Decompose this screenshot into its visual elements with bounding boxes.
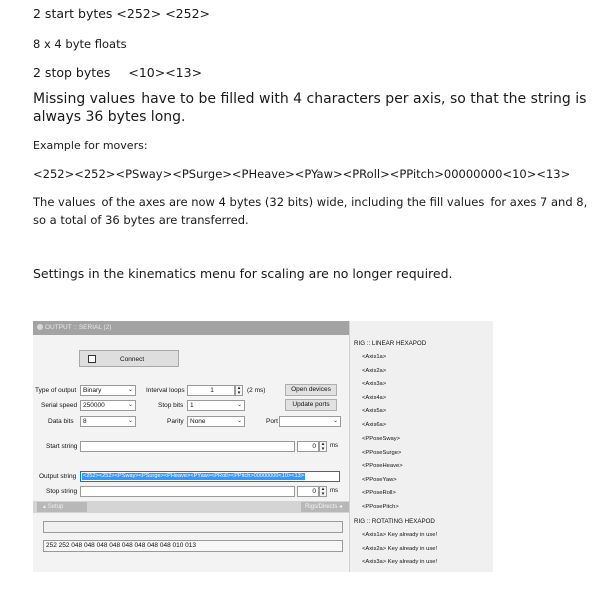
- start-delay-spinner[interactable]: ▴ ▾: [319, 441, 327, 452]
- interval-spinner[interactable]: ▴ ▾: [235, 385, 243, 396]
- interval-loops-input[interactable]: 1: [187, 385, 235, 396]
- list-item[interactable]: <PPoseRoll>: [362, 490, 396, 496]
- connect-label: Connect: [120, 356, 145, 363]
- panel-main: [33, 335, 349, 572]
- connect-toggle[interactable]: [79, 350, 179, 367]
- chevron-down-icon: ⌄: [127, 387, 133, 393]
- list-item[interactable]: <Axis1a>: [362, 354, 387, 360]
- connect-checkbox[interactable]: [88, 355, 96, 363]
- values-paragraph: [33, 193, 593, 229]
- data-bits-label: Data bits: [48, 418, 74, 425]
- start-string-label: Start string: [46, 443, 78, 450]
- interval-loops-label: Interval loops: [146, 387, 185, 394]
- start-string-input[interactable]: [80, 441, 295, 452]
- chevron-down-icon: ⌄: [127, 418, 133, 424]
- tab-setup[interactable]: ▴ Setup: [37, 502, 87, 512]
- data-output-field: 252 252 048 048 048 048 048 048 048 048 010 013: [43, 540, 343, 552]
- linear-hexapod-title: RIG :: LINEAR HEXAPOD: [354, 340, 427, 347]
- start-bytes-line: 2 start bytes <252> <252>: [33, 6, 211, 21]
- start-delay-ms-label: ms: [330, 443, 338, 449]
- stop-bits-label: Stop bits: [158, 402, 184, 409]
- open-devices-button[interactable]: Open devices: [285, 384, 337, 396]
- stop-bytes-value: <10><13>: [128, 65, 203, 80]
- parity-label: Parity: [167, 418, 184, 425]
- status-field: [43, 521, 343, 533]
- stop-bits-value: 1: [190, 402, 194, 409]
- output-string-input[interactable]: [80, 471, 340, 482]
- serial-speed-select[interactable]: [80, 400, 136, 411]
- values-text-1: of the axes are now 4 bytes (32 bits) wide, including the fill values: [101, 195, 485, 209]
- list-item[interactable]: <Axis1a> Key already in use!: [362, 532, 438, 538]
- parity-value: None: [190, 418, 206, 425]
- type-of-output-select[interactable]: [80, 385, 136, 396]
- values-text-2: for axes 7 and 8, so a total of 36 bytes are transferred.: [33, 195, 588, 227]
- tab-setup-label: Setup: [47, 504, 64, 510]
- chevron-down-icon: ⌄: [127, 402, 133, 408]
- data-bits-value: 8: [83, 418, 87, 425]
- panel-tabbar: [33, 501, 349, 513]
- missing-values-term: Missing values: [33, 91, 136, 107]
- list-item[interactable]: <PPoseSurge>: [362, 450, 402, 456]
- port-label: Port: [266, 418, 278, 425]
- list-item[interactable]: <Axis6a>: [362, 422, 387, 428]
- stop-delay-spinner[interactable]: ▴ ▾: [319, 486, 327, 497]
- floats-line: 8 x 4 byte floats: [33, 37, 127, 51]
- serial-output-screenshot: [33, 321, 493, 572]
- stop-bytes-line: [33, 65, 202, 80]
- panel-title: OUTPUT :: SERIAL (2): [45, 324, 112, 331]
- tab-rigs-directs[interactable]: Rigs/Directs ◂: [301, 502, 353, 512]
- list-item[interactable]: <Axis2a>: [362, 368, 387, 374]
- chevron-down-icon: ⌄: [236, 418, 242, 424]
- tab-rigs-label: Rigs/Directs: [305, 504, 338, 510]
- window-dot-icon: [37, 324, 43, 330]
- port-select[interactable]: [279, 416, 341, 427]
- output-string-selection: <252><252><PSway><PSurge><PHeave><PYaw><PRoll><PPitch>00000000<10><13>: [83, 473, 305, 479]
- serial-speed-value: 250000: [83, 402, 105, 409]
- values-term: The values: [33, 195, 96, 209]
- chevron-down-icon: ⌄: [332, 418, 338, 424]
- list-item[interactable]: <PPoseYaw>: [362, 477, 397, 483]
- parity-select[interactable]: [187, 416, 245, 427]
- stop-bits-select[interactable]: [187, 400, 245, 411]
- stop-delay-input[interactable]: 0: [297, 486, 319, 497]
- chevron-down-icon: ⌄: [236, 402, 242, 408]
- stop-delay-ms-label: ms: [330, 488, 338, 494]
- stop-string-label: Stop string: [46, 488, 78, 495]
- missing-values-paragraph: [33, 90, 593, 126]
- list-item[interactable]: <Axis3a> Key already in use!: [362, 559, 438, 565]
- list-item[interactable]: <PPoseSway>: [362, 436, 401, 442]
- panel-titlebar: [33, 321, 349, 335]
- list-item[interactable]: <PPosePitch>: [362, 504, 399, 510]
- data-bits-select[interactable]: [80, 416, 136, 427]
- update-ports-button[interactable]: Update ports: [285, 399, 337, 411]
- rigs-panel: [349, 321, 493, 572]
- example-heading: Example for movers:: [33, 139, 148, 152]
- missing-values-text: have to be filled with 4 characters per axis, so that the string is always 36 bytes long.: [33, 91, 587, 125]
- list-item[interactable]: <Axis3a>: [362, 381, 387, 387]
- start-delay-input[interactable]: 0: [297, 441, 319, 452]
- rotating-hexapod-title: RIG :: ROTATING HEXAPOD: [354, 518, 435, 525]
- settings-line: Settings in the kinematics menu for scaling are no longer required.: [33, 266, 453, 281]
- list-item[interactable]: <PPoseHeave>: [362, 463, 403, 469]
- serial-speed-label: Serial speed: [41, 402, 78, 409]
- list-item[interactable]: <Axis2a> Key already in use!: [362, 546, 438, 552]
- stop-bytes-label: 2 stop bytes: [33, 65, 111, 80]
- output-string-label: Output string: [39, 473, 77, 480]
- list-item[interactable]: <Axis4a>: [362, 395, 387, 401]
- stop-string-input[interactable]: [80, 486, 295, 497]
- interval-ms-label: (2 ms): [247, 387, 266, 394]
- example-string: <252><252><PSway><PSurge><PHeave><PYaw><PRoll><PPitch>00000000<10><13>: [33, 167, 571, 181]
- type-of-output-label: Type of output: [35, 387, 77, 394]
- list-item[interactable]: <Axis5a>: [362, 408, 387, 414]
- type-of-output-value: Binary: [83, 387, 102, 394]
